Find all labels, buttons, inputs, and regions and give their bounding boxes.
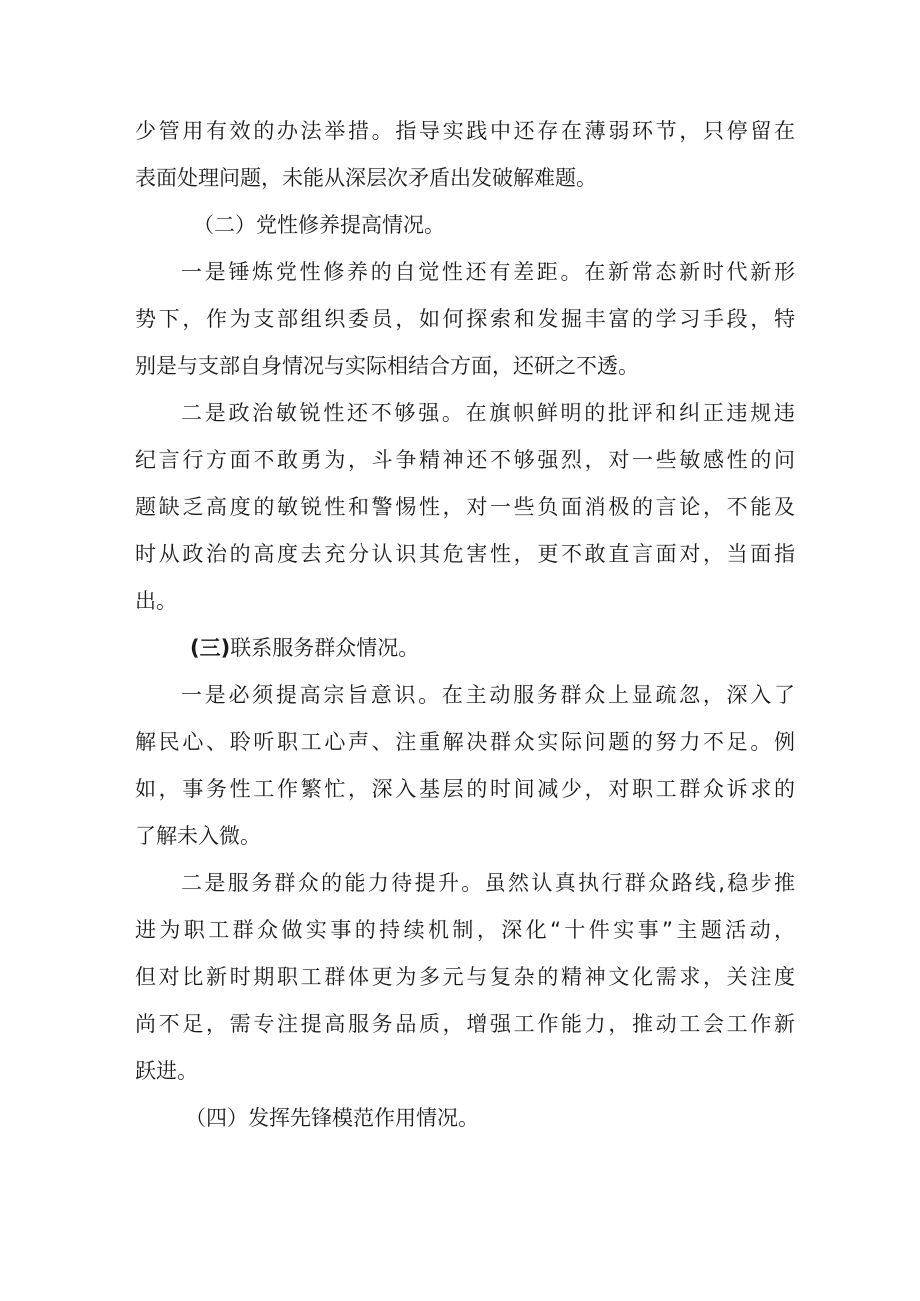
text-line: 一是必须提高宗旨意识。在主动服务群众上显疏忽，深入了 bbox=[181, 683, 795, 707]
text-line: 时从政治的高度去充分认识其危害性，更不敢直言面对，当面指 bbox=[135, 542, 795, 566]
text-line: 但对比新时期职工群体更为多元与复杂的精神文化需求，关注度 bbox=[135, 965, 795, 989]
section-heading-4: （四）发挥先锋模范作用情况。 bbox=[185, 1106, 479, 1130]
text-line: 二是服务群众的能力待提升。虽然认真执行群众路线,稳步推 bbox=[181, 871, 795, 895]
text-line: 题缺乏高度的敏锐性和警惕性，对一些负面消极的言论，不能及 bbox=[135, 495, 795, 519]
paragraph-continuation bbox=[135, 108, 795, 202]
text-line: 解民心、聆听职工心声、注重解决群众实际问题的努力不足。例 bbox=[135, 730, 795, 754]
section-heading-2: （二）党性修养提高情况。 bbox=[193, 213, 445, 237]
text-line: 尚不足，需专注提高服务品质，增强工作能力，推动工会工作新 bbox=[135, 1012, 795, 1036]
paragraph-serve-masses-1 bbox=[135, 672, 795, 860]
text-line: 势下，作为支部组织委员，如何探索和发掘丰富的学习手段，特 bbox=[135, 307, 795, 331]
document-body bbox=[135, 108, 795, 1142]
text-line: 如，事务性工作繁忙，深入基层的时间减少，对职工群众诉求的 bbox=[135, 777, 795, 801]
text-line: 别是与支部自身情况与实际相结合方面，还研之不透。 bbox=[135, 354, 639, 378]
paragraph-serve-masses-2 bbox=[135, 860, 795, 1095]
paragraph-party-spirit-1 bbox=[135, 249, 795, 390]
text-line: 跃进。 bbox=[135, 1059, 198, 1083]
section-heading-3-marker: (三) bbox=[190, 636, 231, 660]
text-line: 进为职工群众做实事的持续机制，深化“十件实事”主题活动， bbox=[135, 918, 795, 942]
text-line: 二是政治敏锐性还不够强。在旗帜鲜明的批评和纠正违规违 bbox=[181, 401, 795, 425]
paragraph-party-spirit-2 bbox=[135, 390, 795, 625]
text-line: 表面处理问题，未能从深层次矛盾出发破解难题。 bbox=[135, 166, 597, 190]
text-line: 纪言行方面不敢勇为，斗争精神还不够强烈，对一些敏感性的问 bbox=[135, 448, 795, 472]
text-line: 少管用有效的办法举措。指导实践中还存在薄弱环节，只停留在 bbox=[135, 119, 795, 143]
text-line: 了解未入微。 bbox=[135, 824, 261, 848]
text-line: 一是锤炼党性修养的自觉性还有差距。在新常态新时代新形 bbox=[181, 260, 795, 284]
section-heading-3-text: 联系服务群众情况。 bbox=[230, 636, 420, 660]
text-line: 出。 bbox=[135, 589, 177, 613]
section-heading-3 bbox=[135, 625, 795, 672]
